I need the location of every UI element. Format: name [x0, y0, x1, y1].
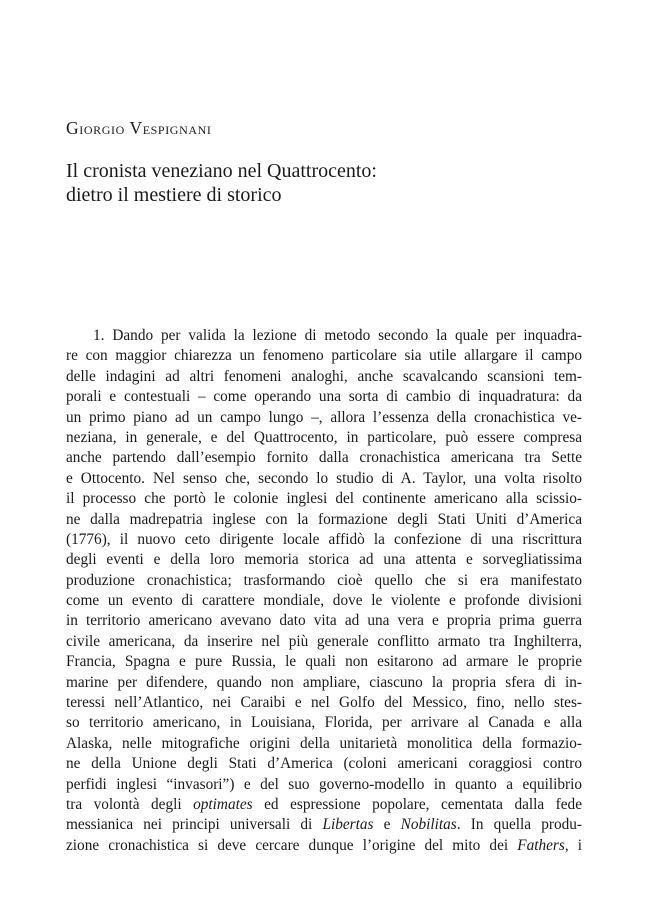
text-line: so territorio americano, in Louisiana, Florida, per arrivare al Canada e alla: [66, 714, 582, 732]
text-line: delle indagini ad altri fenomeni analoghi, anche scavalcando scansioni tem-: [66, 367, 582, 385]
body-text: [66, 326, 582, 856]
text-run: e: [373, 816, 401, 834]
text-line: il processo che portò le colonie inglesi del continente americano alla scissio-: [66, 490, 582, 508]
chapter-title: [66, 159, 377, 207]
text-line: un primo piano ad un campo lungo –, allora l’essenza della cronachistica ve-: [66, 408, 582, 426]
text-line: [66, 795, 582, 815]
paragraph-first-line: 1. Dando per valida la lezione di metodo secondo la quale per inquadra-: [93, 327, 582, 344]
chapter-title-line: dietro il mestiere di storico: [66, 184, 282, 206]
italic-text: optimates: [193, 795, 253, 813]
author-name: Giorgio Vespignani: [66, 118, 212, 138]
text-run: messianica nei principi universali di: [66, 816, 323, 834]
text-line: come un evento di carattere mondiale, dove le violente e profonde divisioni: [66, 592, 582, 610]
text-line: ne dalla madrepatria inglese con la formazione degli Stati Uniti d’America: [66, 510, 582, 528]
text-line: civile americana, da inserire nel più generale conflitto armato tra Inghilterra,: [66, 632, 582, 650]
text-line: marine per difendere, quando non ampliare, ciascuno la propria sfera di in-: [66, 673, 582, 691]
text-run: , i: [564, 836, 582, 854]
italic-text: Libertas: [322, 816, 374, 834]
text-line: anche partendo dall’esempio fornito dalla cronachistica americana tra Sette: [66, 449, 582, 467]
italic-text: Fathers: [517, 836, 565, 854]
text-run: ed espressione popolare, cementata dalla fede: [252, 795, 582, 813]
text-line: perfidi inglesi “invasori”) e del suo governo-modello in quanto a equilibrio: [66, 775, 582, 793]
text-line: ne della Unione degli Stati d’America (coloni americani coraggiosi contro: [66, 755, 582, 773]
text-line: e Ottocento. Nel senso che, secondo lo studio di A. Taylor, una volta risolto: [66, 469, 582, 487]
text-line: porali e contestuali – come operando una sorta di cambio di inquadratura: da: [66, 388, 582, 406]
chapter-title-line: Il cronista veneziano nel Quattrocento:: [66, 160, 377, 182]
italic-text: Nobilitas: [400, 816, 457, 834]
text-run: zione cronachistica si deve cercare dunque l’origine del mito dei: [66, 836, 518, 854]
text-line: teressi nell’Atlantico, nei Caraibi e nel Golfo del Messico, fino, nello stes-: [66, 694, 582, 712]
text-run: tra volontà degli: [66, 795, 194, 813]
text-line: neziana, in generale, e del Quattrocento, in particolare, può essere compresa: [66, 428, 582, 446]
text-line: Alaska, nelle mitografiche origini della unitarietà monolitica della formazio-: [66, 734, 582, 752]
text-line: degli eventi e della loro memoria storica ad una attenta e sorvegliatissima: [66, 551, 582, 569]
text-line: re con maggior chiarezza un fenomeno particolare sia utile allargare il campo: [66, 347, 582, 365]
text-line: produzione cronachistica; trasformando cioè quello che si era manifestato: [66, 571, 582, 589]
text-line: Francia, Spagna e pure Russia, le quali non esitarono ad armare le proprie: [66, 653, 582, 671]
text-run: . In quella produ-: [456, 816, 583, 834]
text-line: [66, 836, 582, 856]
text-line: [66, 815, 582, 835]
text-line: (1776), il nuovo ceto dirigente locale affidò la confezione di una riscrittura: [66, 530, 582, 548]
text-line: in territorio americano avevano dato vita ad una vera e propria prima guerra: [66, 612, 582, 630]
